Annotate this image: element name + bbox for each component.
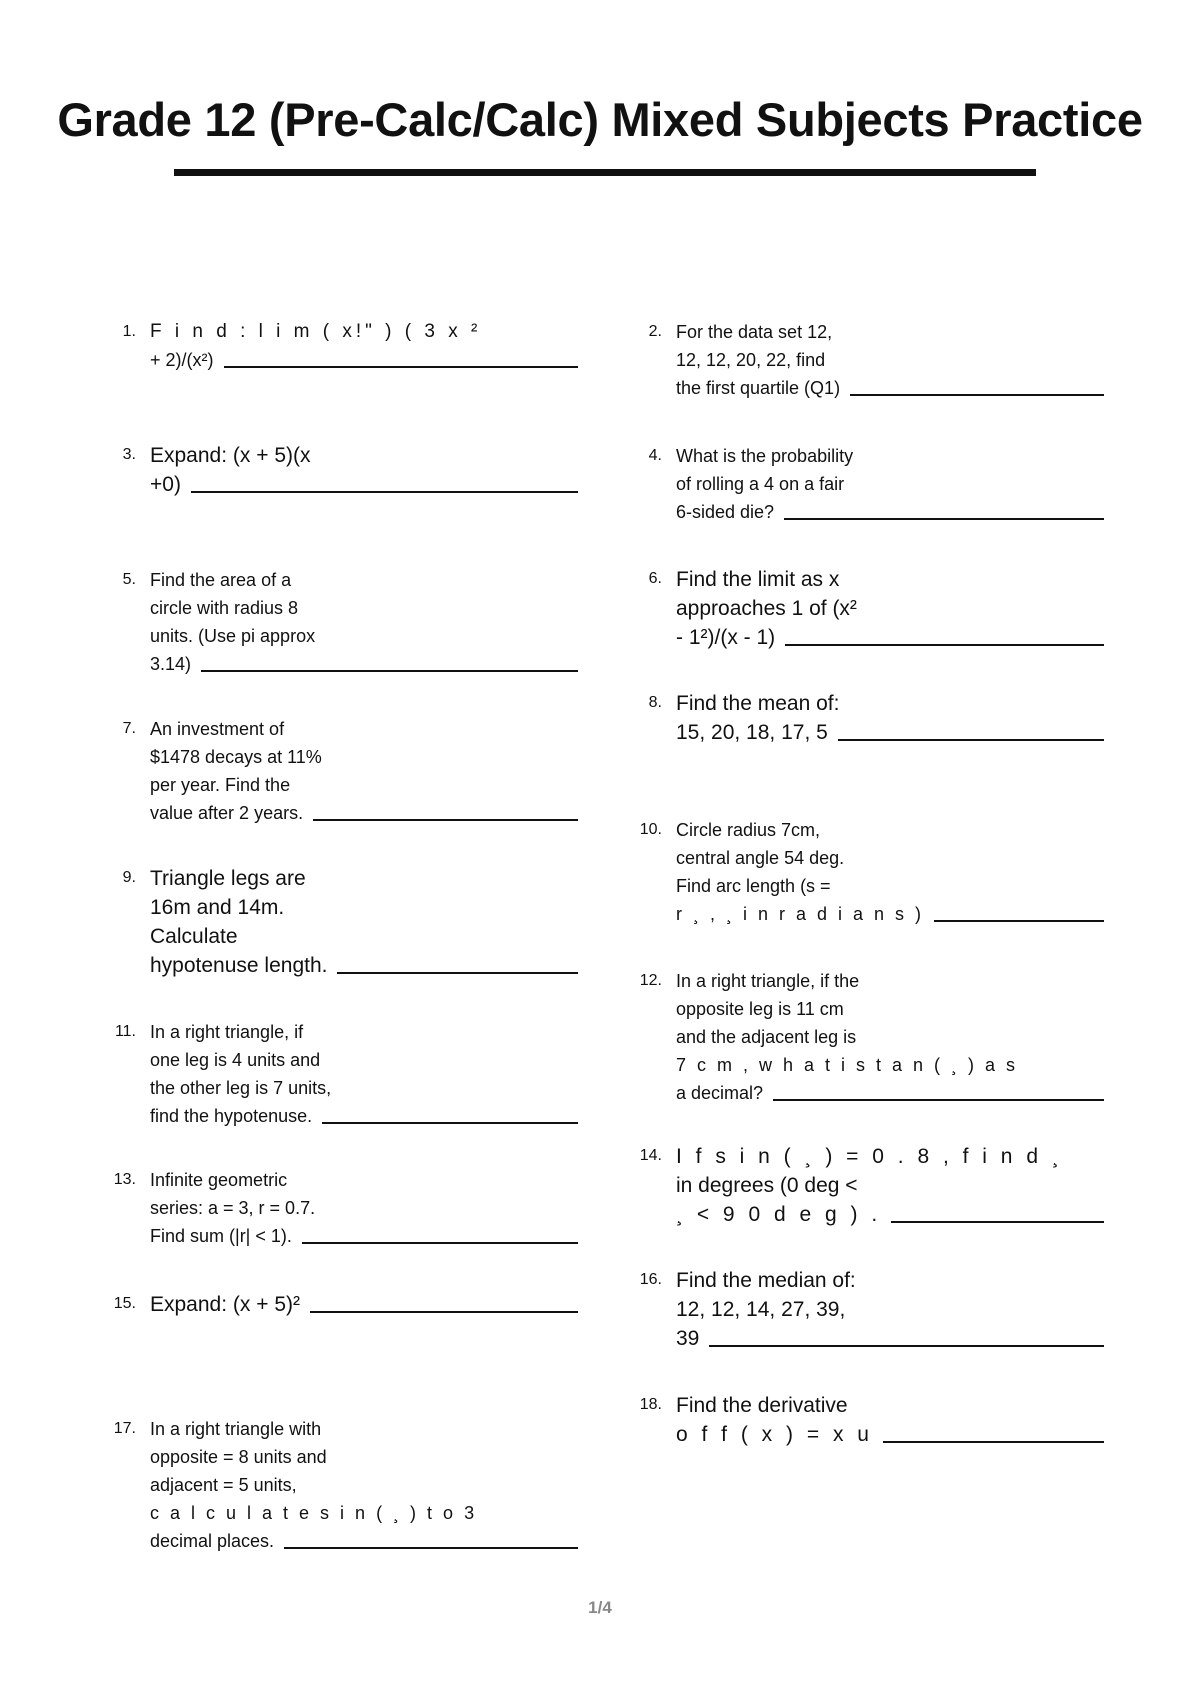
question-text-line: o f f ( x ) = x u: [676, 1423, 873, 1446]
question-text-line: 3.14): [150, 654, 192, 674]
question-text-line: of rolling a 4 on a fair: [676, 474, 845, 494]
question-number: 12.: [639, 972, 662, 989]
question-text-line: Find sum (|r| < 1).: [150, 1226, 292, 1246]
question-text-line: in degrees (0 deg <: [676, 1174, 858, 1197]
question-text-line: opposite leg is 11 cm: [676, 999, 844, 1019]
title-underline: [174, 169, 1036, 176]
question-text-line: ¸ < 9 0 d e g ) .: [676, 1203, 882, 1226]
question-text-line: adjacent = 5 units,: [150, 1475, 297, 1495]
question-number: 16.: [639, 1271, 662, 1288]
page-title: Grade 12 (Pre-Calc/Calc) Mixed Subjects Practice: [57, 93, 1143, 146]
question-text-line: I f s i n ( ¸ ) = 0 . 8 , f i n d ¸: [676, 1145, 1063, 1168]
answer-blank[interactable]: [934, 920, 1104, 922]
question-text-line: Find the area of a: [150, 570, 292, 590]
question-text-line: approaches 1 of (x²: [676, 597, 857, 620]
question-number: 10.: [639, 821, 662, 838]
question-number: 18.: [639, 1396, 662, 1413]
question-text-line: one leg is 4 units and: [150, 1050, 321, 1070]
question-text-line: Expand: (x + 5)(x: [150, 444, 311, 467]
question-text-line: Find the derivative: [676, 1394, 848, 1417]
question-text-line: Infinite geometric: [150, 1170, 288, 1190]
question-text-line: central angle 54 deg.: [676, 848, 845, 868]
question-number: 4.: [648, 447, 662, 464]
answer-blank[interactable]: [838, 739, 1104, 741]
question-text-line: value after 2 years.: [150, 803, 304, 823]
question-number: 14.: [639, 1147, 662, 1164]
answer-blank[interactable]: [302, 1242, 578, 1244]
question-text-line: c a l c u l a t e s i n ( ¸ ) t o 3: [150, 1503, 478, 1523]
question-text-line: Find the median of:: [676, 1269, 856, 1292]
answer-blank[interactable]: [709, 1345, 1104, 1347]
question-text-line: units. (Use pi approx: [150, 626, 316, 646]
question-text-line: 12, 12, 20, 22, find: [676, 350, 826, 370]
question-number: 11.: [114, 1023, 136, 1040]
question-text-line: In a right triangle, if: [150, 1022, 304, 1042]
answer-blank[interactable]: [201, 670, 578, 672]
question-text-line: hypotenuse length.: [150, 954, 328, 977]
question-number: 6.: [648, 570, 662, 587]
question-number: 8.: [648, 694, 662, 711]
question-text-line: 39: [676, 1327, 700, 1350]
question-text-line: 7 c m , w h a t i s t a n ( ¸ ) a s: [676, 1055, 1019, 1075]
question-text-line: Circle radius 7cm,: [676, 820, 821, 840]
question-text-line: find the hypotenuse.: [150, 1106, 313, 1126]
answer-blank[interactable]: [891, 1221, 1104, 1223]
answer-blank[interactable]: [883, 1441, 1104, 1443]
answer-blank[interactable]: [850, 394, 1104, 396]
question-text-line: Find the mean of:: [676, 692, 840, 715]
answer-blank[interactable]: [773, 1099, 1104, 1101]
question-text-line: 15, 20, 18, 17, 5: [676, 721, 828, 744]
question-text-line: per year. Find the: [150, 775, 291, 795]
question-number: 9.: [122, 869, 136, 886]
question-text-line: series: a = 3, r = 0.7.: [150, 1198, 316, 1218]
question-text-line: 16m and 14m.: [150, 896, 285, 919]
page-number: 1/4: [588, 1598, 612, 1617]
question-text-line: Calculate: [150, 925, 238, 948]
question-text-line: and the adjacent leg is: [676, 1027, 857, 1047]
question-number: 13.: [113, 1171, 136, 1188]
answer-blank[interactable]: [322, 1122, 578, 1124]
question-text-line: Find arc length (s =: [676, 876, 831, 896]
question-text-line: 12, 12, 14, 27, 39,: [676, 1298, 846, 1321]
question-number: 15.: [113, 1295, 136, 1312]
question-text-line: circle with radius 8: [150, 598, 299, 618]
answer-blank[interactable]: [224, 366, 578, 368]
question-text-line: the first quartile (Q1): [676, 378, 841, 398]
question-text-line: Find the limit as x: [676, 568, 840, 591]
answer-blank[interactable]: [785, 644, 1104, 646]
question-text-line: Triangle legs are: [150, 867, 306, 890]
question-text-line: + 2)/(x²): [150, 350, 214, 370]
question-text-line: decimal places.: [150, 1531, 275, 1551]
question-text-line: - 1²)/(x - 1): [676, 626, 776, 649]
question-number: 3.: [122, 446, 136, 463]
question-text-line: r ¸ , ¸ i n r a d i a n s ): [676, 904, 925, 924]
question-number: 2.: [648, 323, 662, 340]
answer-blank[interactable]: [191, 491, 578, 493]
question-text-line: What is the probability: [676, 446, 854, 466]
question-text-line: +0): [150, 473, 181, 496]
question-text-line: An investment of: [150, 719, 285, 739]
question-text-line: For the data set 12,: [676, 322, 833, 342]
answer-blank[interactable]: [284, 1547, 578, 1549]
answer-blank[interactable]: [313, 819, 578, 821]
question-text-line: F i n d : l i m ( x!" ) ( 3 x ²: [150, 321, 482, 342]
answer-blank[interactable]: [310, 1311, 578, 1313]
question-number: 5.: [122, 571, 136, 588]
question-text-line: opposite = 8 units and: [150, 1447, 327, 1467]
question-number: 17.: [113, 1420, 136, 1437]
answer-blank[interactable]: [337, 972, 578, 974]
question-text-line: Expand: (x + 5)²: [150, 1293, 300, 1316]
question-text-line: In a right triangle, if the: [676, 971, 860, 991]
question-text-line: a decimal?: [676, 1083, 764, 1103]
question-text-line: the other leg is 7 units,: [150, 1078, 332, 1098]
question-number: 7.: [122, 720, 136, 737]
answer-blank[interactable]: [784, 518, 1104, 520]
question-text-line: 6-sided die?: [676, 502, 775, 522]
question-number: 1.: [122, 323, 136, 340]
question-text-line: In a right triangle with: [150, 1419, 322, 1439]
question-text-line: $1478 decays at 11%: [150, 747, 322, 767]
